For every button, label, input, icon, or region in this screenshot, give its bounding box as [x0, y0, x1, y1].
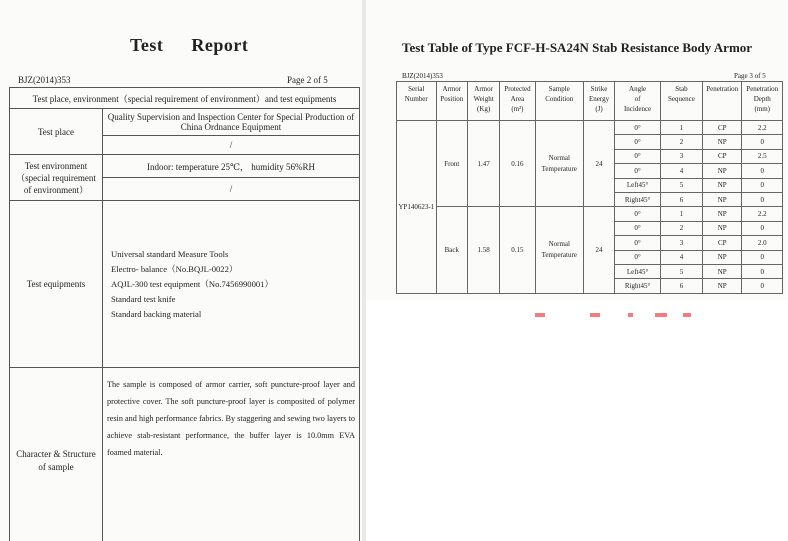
header-line: Sample [548, 85, 570, 93]
header-line: (J) [595, 105, 603, 113]
stab-sequence-cell: 3 [660, 236, 702, 250]
stamp-fragment [590, 313, 600, 317]
header-line: (mm) [754, 105, 771, 113]
stab-sequence-cell: 6 [660, 279, 702, 293]
equipment-item: Universal standard Measure Tools [111, 248, 229, 259]
penetration-depth-cell: 0 [742, 221, 783, 235]
angle-cell: 0° [615, 135, 661, 149]
serial-number-cell: YP140623-1 [397, 121, 437, 294]
equipment-label: Test equipments [10, 201, 103, 368]
stab-sequence-cell: 2 [660, 221, 702, 235]
angle-cell: Left45° [615, 264, 661, 278]
character-row [10, 368, 360, 541]
character-description: The sample is composed of armor carrier, soft puncture-proof layer and protective cover. The soft puncture-proof layer is composited of polymer resin and high performance fabrics. By staggering and sewing two layers to achieve stab-resistant performance, the buffer layer is 10.0mm EVA foamed material. [103, 368, 360, 541]
penetration-depth-cell: 2.2 [742, 207, 783, 221]
penetration-cell: NP [702, 264, 742, 278]
header-line: Weight [473, 95, 494, 103]
column-header [742, 82, 783, 121]
report-title [130, 35, 276, 56]
penetration-cell: NP [702, 279, 742, 293]
penetration-depth-cell: 0 [742, 264, 783, 278]
angle-cell: 0° [615, 207, 661, 221]
protected-area-cell: 0.15 [500, 207, 535, 293]
report-page-2 [0, 0, 362, 541]
stab-sequence-cell: 3 [660, 149, 702, 163]
header-line: Energy [589, 95, 610, 103]
armor-position-cell: Back [436, 207, 467, 293]
penetration-depth-cell: 2.2 [742, 121, 783, 135]
environment-value: Indoor: temperature 25℃， humidity 56%RH [103, 155, 360, 178]
penetration-cell: NP [702, 250, 742, 264]
equipment-row [10, 201, 360, 368]
environment-row [10, 155, 360, 178]
header-line: Protected [504, 85, 531, 93]
header-line: Condition [545, 95, 574, 103]
header-line: Armor [474, 85, 493, 93]
header-line: Strike [590, 85, 608, 93]
environment-special: / [103, 178, 360, 201]
sample-condition-cell: Normal Temperature [535, 207, 583, 293]
header-line: of [634, 95, 641, 103]
equipment-item: Standard test knife [111, 293, 176, 304]
column-header [535, 82, 583, 121]
header-line: Incidence [623, 105, 652, 113]
header-line: Armor [442, 85, 462, 93]
stab-sequence-cell: 1 [660, 121, 702, 135]
penetration-cell: NP [702, 178, 742, 192]
penetration-cell: NP [702, 192, 742, 206]
title-word-test: Test [130, 35, 164, 55]
penetration-cell: NP [702, 135, 742, 149]
header-line: Depth [753, 95, 771, 103]
column-header [702, 82, 742, 121]
penetration-depth-cell: 0 [742, 279, 783, 293]
test-place-special: / [103, 136, 360, 155]
stamp-fragment [683, 313, 691, 317]
penetration-cell: CP [702, 236, 742, 250]
test-conditions-table [9, 87, 360, 541]
header-line: Serial [408, 85, 425, 93]
test-place-value: Quality Supervision and Inspection Center for Special Production of China Ordnance Equipment [103, 109, 360, 136]
environment-label: Test environment（special requirement of environment） [10, 155, 103, 201]
test-place-label: Test place [10, 109, 103, 155]
column-header [397, 82, 437, 121]
section-header: Test place, environment（special requirement of environment）and test equipments [10, 88, 360, 109]
penetration-depth-cell: 0 [742, 135, 783, 149]
stamp-fragment [628, 313, 633, 317]
header-row [397, 82, 783, 121]
stab-sequence-cell: 6 [660, 192, 702, 206]
column-header [615, 82, 661, 121]
title-word-report: Report [191, 35, 249, 55]
penetration-cell: NP [702, 207, 742, 221]
penetration-depth-cell: 0 [742, 192, 783, 206]
header-line: (m²) [511, 105, 524, 113]
header-line: Number [404, 95, 428, 103]
column-header [660, 82, 702, 121]
table-title: Test Table of Type FCF-H-SA24N Stab Resistance Body Armor [402, 40, 753, 55]
armor-position-cell: Front [436, 121, 467, 207]
protected-area-cell: 0.16 [500, 121, 535, 207]
equipment-item: Standard backing material [111, 308, 202, 319]
header-line: Sequence [668, 95, 695, 103]
stab-sequence-cell: 5 [660, 264, 702, 278]
blank-area [366, 300, 788, 541]
test-place-row [10, 109, 360, 136]
equipment-item: AQJL-300 test equipment（No.7456990001） [111, 278, 274, 289]
header-line: Angle [629, 85, 647, 93]
strike-energy-cell: 24 [583, 121, 614, 207]
header-line: Position [440, 95, 464, 103]
penetration-cell: CP [702, 121, 742, 135]
angle-cell: Left45° [615, 178, 661, 192]
stab-sequence-cell: 1 [660, 207, 702, 221]
page-indicator: Page 2 of 5 [287, 75, 328, 85]
page-indicator: Page 3 of 5 [734, 72, 766, 80]
header-line: (Kg) [477, 105, 491, 113]
angle-cell: 0° [615, 250, 661, 264]
stamp-fragment [535, 313, 545, 317]
table-row [397, 207, 783, 221]
angle-cell: 0° [615, 221, 661, 235]
stab-sequence-cell: 4 [660, 250, 702, 264]
section-header-row [10, 88, 360, 109]
character-label: Character & Structure of sample [10, 368, 103, 541]
penetration-cell: NP [702, 221, 742, 235]
doc-number: BJZ(2014)353 [18, 75, 71, 85]
report-page-3 [366, 0, 788, 300]
angle-cell: Right45° [615, 279, 661, 293]
strike-energy-cell: 24 [583, 207, 614, 293]
header-line: Stab [675, 85, 688, 93]
penetration-depth-cell: 0 [742, 164, 783, 178]
stab-test-table [396, 81, 783, 294]
column-header [468, 82, 500, 121]
stamp-fragment [655, 313, 667, 317]
column-header [500, 82, 535, 121]
sample-condition-cell: Normal Temperature [535, 121, 583, 207]
penetration-cell: NP [702, 164, 742, 178]
angle-cell: 0° [615, 236, 661, 250]
penetration-depth-cell: 0 [742, 250, 783, 264]
header-line: Area [510, 95, 525, 103]
equipment-item: Electro- balance（No.BQJL-0022） [111, 263, 238, 274]
angle-cell: 0° [615, 149, 661, 163]
column-header [436, 82, 467, 121]
angle-cell: Right45° [615, 192, 661, 206]
penetration-depth-cell: 2.5 [742, 149, 783, 163]
table-row [397, 121, 783, 135]
header-line: Penetration [746, 85, 779, 93]
header-line: Penetration [706, 85, 739, 93]
stab-sequence-cell: 4 [660, 164, 702, 178]
angle-cell: 0° [615, 121, 661, 135]
stab-sequence-cell: 2 [660, 135, 702, 149]
column-header [583, 82, 614, 121]
stab-sequence-cell: 5 [660, 178, 702, 192]
equipment-list [103, 201, 360, 368]
angle-cell: 0° [615, 164, 661, 178]
penetration-cell: CP [702, 149, 742, 163]
penetration-depth-cell: 2.0 [742, 236, 783, 250]
armor-weight-cell: 1.58 [468, 207, 500, 293]
penetration-depth-cell: 0 [742, 178, 783, 192]
doc-number: BJZ(2014)353 [402, 72, 443, 80]
armor-weight-cell: 1.47 [468, 121, 500, 207]
